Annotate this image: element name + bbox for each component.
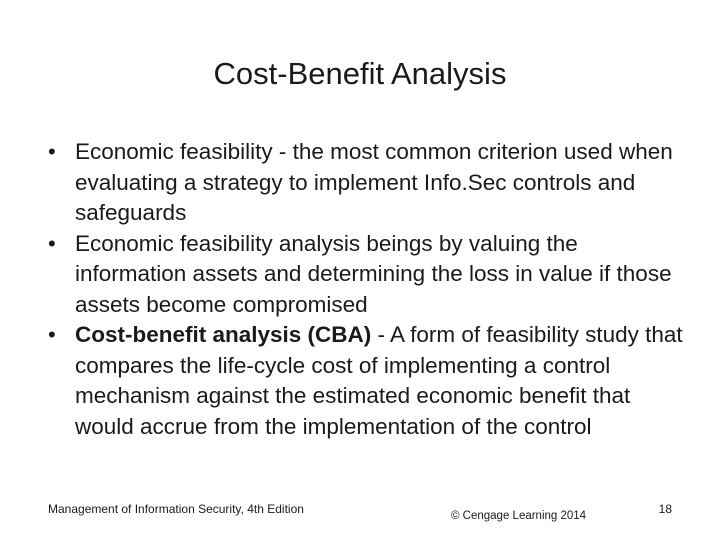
bullet-term: Cost-benefit analysis (CBA) [75, 322, 372, 347]
bullet-icon: • [48, 139, 56, 164]
bullet-text: Economic feasibility analysis beings by valuing the information assets and determining the loss in value if those assets become compromised [75, 230, 672, 317]
slide-title: Cost-Benefit Analysis [213, 56, 507, 91]
footer-source: Management of Information Security, 4th Edition [48, 502, 304, 516]
page-number: 18 [658, 502, 672, 516]
bullet-text: - A form of feasibility study that compares the life-cycle cost of implementing a control mechanism against the estimated economic benefit that would accrue from the implementation of the control [75, 322, 683, 439]
footer-copyright: © Cengage Learning 2014 [451, 510, 587, 522]
bullet-item [48, 137, 688, 229]
bullet-list [48, 137, 688, 442]
bullet-icon: • [48, 322, 56, 347]
bullet-item [48, 229, 688, 321]
bullet-text: Economic feasibility - the most common criterion used when evaluating a strategy to implement Info.Sec controls and safeguards [75, 139, 673, 225]
bullet-icon: • [48, 230, 56, 256]
bullet-item [48, 320, 688, 442]
